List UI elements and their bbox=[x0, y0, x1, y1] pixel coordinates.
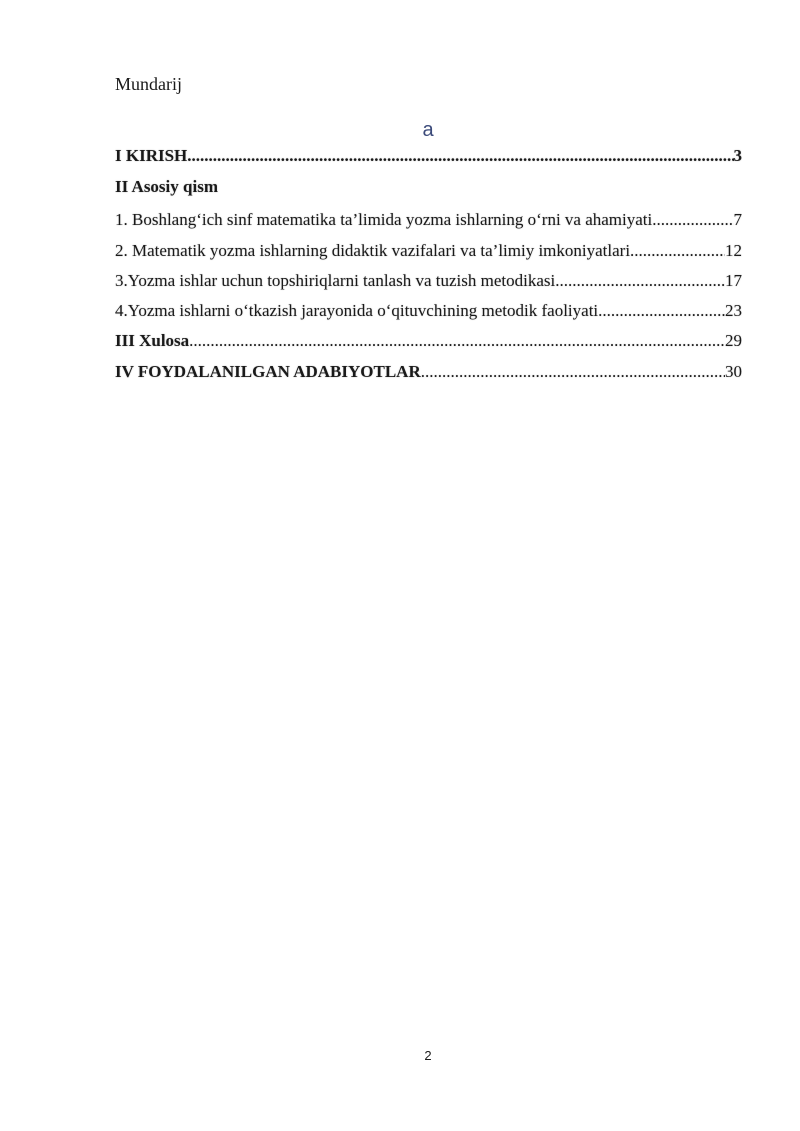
toc-entry-page: 17 bbox=[725, 271, 742, 290]
toc-entry-adabiyotlar[interactable] bbox=[115, 362, 742, 386]
toc-entry-1[interactable] bbox=[115, 210, 742, 234]
toc-entry-kirish[interactable] bbox=[115, 146, 742, 170]
toc-leader-dots bbox=[630, 241, 725, 261]
toc-entry-page: 29 bbox=[725, 331, 742, 350]
toc-entry-title: 3.Yozma ishlar uchun topshiriqlarni tanlash va tuzish metodikasi bbox=[115, 271, 556, 290]
toc-entry-title: 1. Boshlang‘ich sinf matematika ta’limida yozma ishlarning o‘rni va ahamiyati bbox=[115, 210, 653, 229]
toc-section-asosiy-qism[interactable] bbox=[115, 177, 742, 201]
toc-entry-title: 2. Matematik yozma ishlarning didaktik vazifalari va ta’limiy imkoniyatlari bbox=[115, 241, 631, 260]
toc-entry-page: 12 bbox=[725, 241, 742, 260]
toc-entry-page: 3 bbox=[733, 146, 742, 165]
toc-entry-page: 30 bbox=[725, 362, 742, 381]
page-number: 2 bbox=[424, 1048, 432, 1063]
stray-character: a bbox=[422, 119, 434, 141]
toc-leader-dots bbox=[555, 271, 725, 291]
toc-entry-title: IV FOYDALANILGAN ADABIYOTLAR bbox=[115, 362, 421, 381]
toc-entry-2[interactable] bbox=[115, 241, 742, 265]
toc-leader-dots bbox=[189, 331, 725, 351]
toc-entry-title: I KIRISH bbox=[115, 146, 188, 165]
toc-entry-3[interactable] bbox=[115, 271, 742, 295]
toc-leader-dots bbox=[421, 362, 725, 382]
toc-entry-title: II Asosiy qism bbox=[115, 177, 218, 196]
toc-entry-title: 4.Yozma ishlarni o‘tkazish jarayonida o‘qituvchining metodik faoliyati bbox=[115, 301, 599, 320]
toc-entry-xulosa[interactable] bbox=[115, 331, 742, 355]
toc-entry-page: 7 bbox=[733, 210, 742, 229]
toc-heading: Mundarij bbox=[115, 74, 182, 94]
toc-leader-dots bbox=[652, 210, 733, 230]
toc-leader-dots bbox=[598, 301, 725, 321]
toc-entry-title: III Xulosa bbox=[115, 331, 190, 350]
toc-entry-4[interactable] bbox=[115, 301, 742, 325]
toc-leader-dots bbox=[187, 146, 733, 166]
toc-entry-page: 23 bbox=[725, 301, 742, 320]
